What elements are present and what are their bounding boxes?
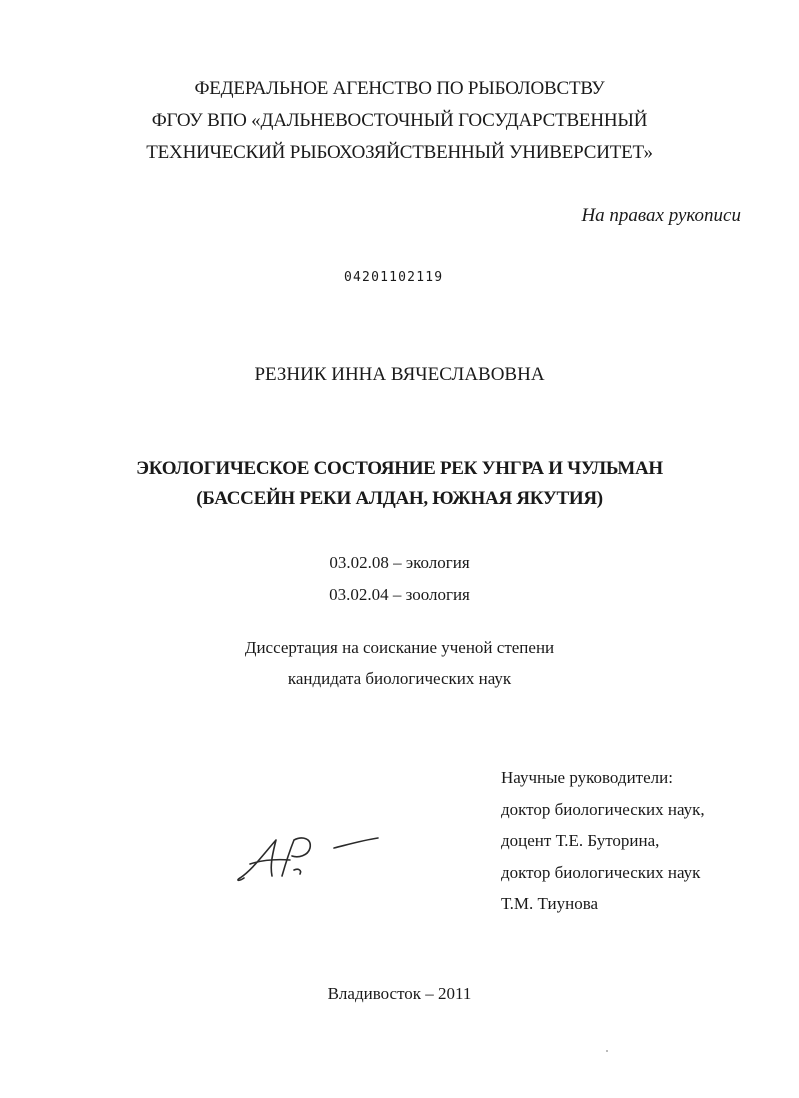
university-name-line2: ТЕХНИЧЕСКИЙ РЫБОХОЗЯЙСТВЕННЫЙ УНИВЕРСИТЕТ» (146, 142, 653, 163)
university-name-line1: ФГОУ ВПО «ДАЛЬНЕВОСТОЧНЫЙ ГОСУДАРСТВЕННЫЙ (151, 110, 648, 131)
agency-name: ФЕДЕРАЛЬНОЕ АГЕНСТВО ПО РЫБОЛОВСТВУ (194, 78, 605, 99)
specialty-zoology: 03.02.04 – зоология (329, 585, 470, 604)
dissertation-title-line2: (БАССЕЙН РЕКИ АЛДАН, ЮЖНАЯ ЯКУТИЯ) (196, 488, 603, 509)
registration-number: 04201102119 (344, 270, 444, 285)
specialty-ecology: 03.02.08 – экология (329, 553, 470, 572)
advisors-heading: Научные руководители: (501, 768, 673, 787)
author-name: РЕЗНИК ИННА ВЯЧЕСЛАВОВНА (254, 364, 545, 385)
handwritten-signature (232, 826, 382, 886)
dissertation-title-line1: ЭКОЛОГИЧЕСКОЕ СОСТОЯНИЕ РЕК УНГРА И ЧУЛЬМАН (136, 458, 663, 479)
city-and-year: Владивосток – 2011 (327, 984, 472, 1003)
degree-line2: кандидата биологических наук (287, 669, 512, 688)
advisor-line: доктор биологических наук (501, 862, 701, 882)
scan-speck (606, 1050, 608, 1052)
advisor-line: доктор биологических наук, (501, 799, 705, 819)
advisor-line: Т.М. Тиунова (501, 894, 599, 913)
advisor-line: доцент Т.Е. Буторина, (501, 831, 660, 850)
manuscript-rights-note: На правах рукописи (581, 205, 741, 226)
scientific-advisors (501, 762, 705, 920)
degree-line1: Диссертация на соискание ученой степени (244, 638, 555, 657)
